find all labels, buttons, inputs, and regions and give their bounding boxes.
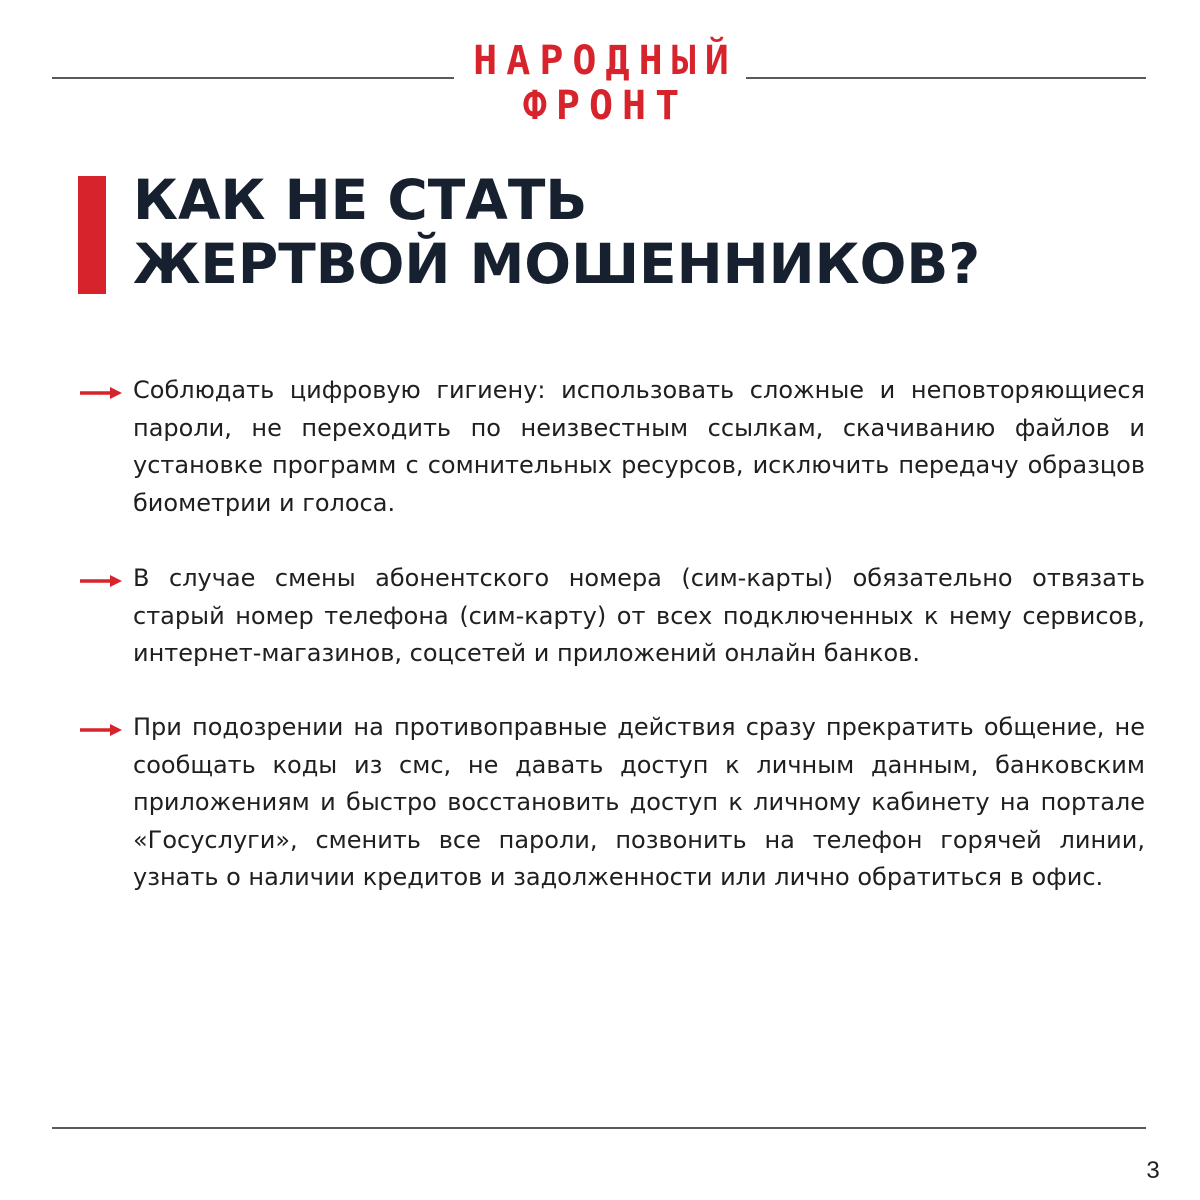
logo-line-1: НАРОДНЫЙ: [473, 38, 738, 84]
arrow-right-icon: [80, 386, 122, 400]
list-item: В случае смены абонентского номера (сим-карты) обязательно отвязать старый номер телефона (сим-карту) от всех подключенных к нему сервисов, интернет-магазинов, соцсетей и приложений онлайн банков.: [133, 564, 1145, 667]
page-number: 3: [1146, 1157, 1160, 1184]
arrow-right-icon: [80, 574, 122, 588]
footer-divider: [52, 1127, 1146, 1129]
page-title: [133, 168, 1163, 296]
arrow-right-icon: [80, 723, 122, 737]
list-item: Соблюдать цифровую гигиену: использовать сложные и неповторяющиеся пароли, не переходить по неизвестным ссылкам, скачиванию файлов и установке программ с сомнительных ресурсов, исключить передачу образцов биометрии и голоса.: [133, 376, 1145, 517]
header-divider-left: [52, 77, 454, 79]
title-accent-bar: [78, 176, 106, 294]
list-item: При подозрении на противоправные действия сразу прекратить общение, не сообщать коды из смс, не давать доступ к личным данным, банковским приложениям и быстро восстановить доступ к личному кабинету на портале «Госуслуги», сменить все пароли, позвонить на телефон горячей линии, узнать о наличии кредитов и задолженности или лично обратиться в офис.: [133, 713, 1145, 891]
logo-line-2: ФРОНТ: [522, 83, 689, 129]
header-divider-right: [746, 77, 1146, 79]
brand-logo: [456, 38, 746, 128]
page-title-line-2: ЖЕРТВОЙ МОШЕННИКОВ?: [133, 232, 981, 296]
page-title-line-1: КАК НЕ СТАТЬ: [133, 168, 588, 232]
